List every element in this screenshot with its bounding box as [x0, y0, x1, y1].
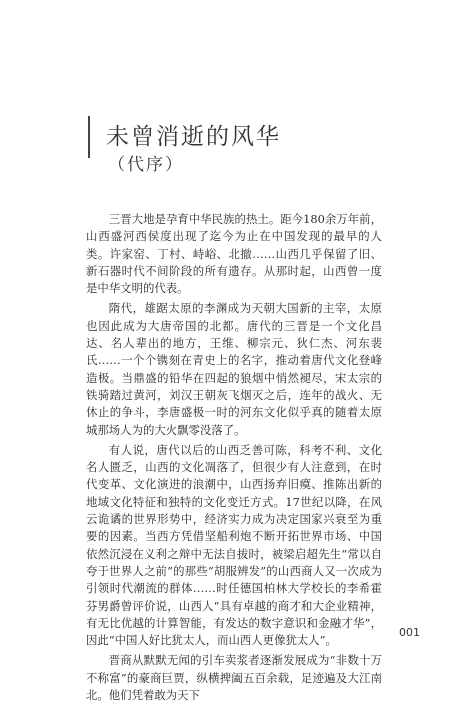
chapter-title: 未曾消逝的风华: [106, 124, 281, 150]
paragraph: 三晋大地是孕育中华民族的热土。距今180余万年前，山西盛河西侯度出现了迄今为止在中国发现的最早的人类。许家窑、丁村、峙峪、北撤……山西几乎保留了旧、新石器时代不间阶段的所有遗存。从那时起，山西曾一度是中华文明的代表。: [86, 212, 382, 296]
chapter-subtitle: （代序）: [108, 155, 184, 175]
paragraph: 有人说，唐代以后的山西乏善可陈，科考不利、文化名人匮乏，山西的文化凋落了，但很少有人注意到，在时代变革、文化演进的浪潮中，山西扬弃旧瘼、推陈出新的地域文化特征和独特的文化变迁方式。17世纪以降，在风云诡谲的世界形势中，经济实力成为决定国家兴衰至为重要的因素。当西方凭借坚船利炮不断开拓世界市场、中国依然沉浸在义利之辩中无法自拔时，被梁启超先生“常以自夸于世界人之前”的那些“胡服辨发”的山西商人又一次成为引领时代潮流的群体……时任德国柏林大学校长的李希霍芬男爵曾评价说，山西人“具有卓越的商才和大企业精神，有无比优越的计算智能，有发达的数字意识和金融才华”，因此“中国人好比犹太人，而山西人更像犹太人”。: [86, 442, 382, 648]
paragraph: 隋代，雄踞太原的李渊成为天朝大国新的主宰，太原也因此成为大唐帝国的北都。唐代的三晋是一个文化昌达、名人辈出的地方，王维、柳宗元、狄仁杰、河东裴氏……一个个镌刻在青史上的名字，推动着唐代文化登峰造极。当鼎盛的铅华在四起的狼烟中悄然褪尽，宋太宗的铁骑踏过黄河，刘汉王朝灰飞烟灭之后，连年的战火、无休止的争斗，李唐盛极一时的河东文化似乎真的随着太原城那场人为的大火飘零没落了。: [86, 301, 382, 437]
paragraph: 晋商从默默无闻的引车卖浆者逐渐发展成为“非数十万不称富”的豪商巨贾，纵横捭阖五百余载，足迹遍及大江南北。他们凭着敢为天下: [86, 653, 382, 703]
page-number: 001: [399, 626, 420, 639]
title-bar-rule: [88, 116, 90, 158]
body-text: [86, 211, 382, 707]
